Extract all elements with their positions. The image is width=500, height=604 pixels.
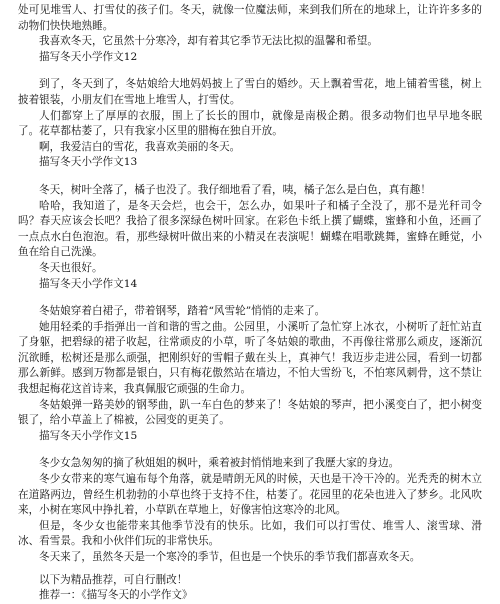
essay-paragraph: 冬天来了，虽然冬天是一个寒冷的季节，但也是一个快乐的季节我们都喜欢冬天。 <box>39 551 421 563</box>
essay-heading: 描写冬天小学作文15 <box>39 429 138 442</box>
essay-paragraph: 到了，冬天到了，冬姑娘给大地妈妈披上了雪白的婚纱。天上飘着雪花，地上铺着雪毯，树上披着银装，小朋友们在雪地上堆雪人，打雪仗。 <box>18 78 482 106</box>
spacer <box>18 444 482 456</box>
essay-paragraph: 冬天也很好。 <box>39 261 103 274</box>
essay-paragraph: 冬姑娘穿着白裙子，带着钢琴，踏着“风雪轮”悄悄的走来了。 <box>39 305 326 318</box>
essay-paragraph: 冬少女急匆匆的摘了秋姐姐的枫叶，乘着被封悄悄地来到了我歷大家的身边。 <box>39 457 400 470</box>
intro-paragraph: 处可见堆雪人、打雪仗的孩子们。冬天，就像一位魔法师，来到我们所在的地球上，让许许多多的动物们快快地熟睡。 <box>18 4 482 32</box>
essay-heading: 描写冬天小学作文13 <box>39 156 138 169</box>
recommendation-title-link[interactable]: 《描写冬天的小学作文》 <box>81 589 193 602</box>
spacer <box>18 566 482 573</box>
essay-paragraph: 冬少女带来的寒气遍布每个角落，就是晴朗无风的时候，天也是干冷干冷的。光秃秃的树木立在道路两边，曾经生机勃勃的小草也终于支持不住，枯萎了。花园里的花朵也进入了梦乡。北风吹来，小树在寒风中挣扎着，小草趴在草地上，好像害怕这寒冷的北风。 <box>18 473 482 517</box>
spacer <box>18 65 482 77</box>
spacer <box>18 292 482 304</box>
spacer <box>18 171 482 183</box>
essay-paragraph: 冬天，树叶全落了，橘子也没了。我仔细地看了看，咦，橘子怎么是白色，真有趣！ <box>39 183 431 196</box>
intro-paragraph: 我喜欢冬天，它虽然十分寒冷，却有着其它季节无法比拟的温馨和希望。 <box>39 35 378 48</box>
essay-heading: 描写冬天小学作文12 <box>39 50 138 63</box>
essay-paragraph: 哈哈，我知道了，是冬天会烂，也会干，怎么办，如果叶子和橘子全没了，那不是光秆司令吗？春天应该会长吧？我拾了很多深绿色树叶回家。在彩色卡纸上撰了蝴蝶，蜜蜂和小鱼，还画了一点点水白色泡泡。看，那些绿树叶做出来的小精灵在表演呢！蝴蝶在唱歌跳舞，蜜蜂在睡觉，小鱼在给自己洗澡。 <box>18 199 482 259</box>
essay-heading: 描写冬天小学作文14 <box>39 277 138 290</box>
essay-paragraph: 但是，冬少女也能带来其他季节没有的快乐。比如，我们可以打雪仗、堆雪人、滚雪球、滑冰、看雪景。我和小伙伴们玩的非常快乐。 <box>18 519 482 548</box>
essay-paragraph: 冬姑娘弹一路美妙的钢琴曲，趴一车白色的梦来了！冬姑娘的琴声，把小溪变白了，把小树变银了，给小草盖上了棉被，公园变的更美了。 <box>18 398 482 427</box>
essay-paragraph: 啊，我爱洁白的雪花，我喜欢美丽的冬天。 <box>39 140 241 153</box>
essay-paragraph: 人们都穿上了厚厚的衣服，围上了长长的围巾，就像是南极企鹅。很多动物们也早早地冬眠了。花草都枯萎了，只有我家小区里的腊梅在独自开放。 <box>18 109 482 138</box>
essay-paragraph: 她用轻柔的手指弹出一首和谐的雪之曲。公园里，小溪听了急忙穿上冰衣，小树听了赶忙站直了身躯，把碧绿的裙子收起，往常顽皮的小草，听了冬姑娘的歌曲，不再像往常那么顽皮，逐渐沉沉欲睡，松树还是那么顽强，把刚织好的雪帽子戴在头上，真神气！我迈步走进公园，看到一切都那么新鲜。感到万物都是银白，只有梅花傲然站在墙边，不怕大雪纷飞，不怕寒风刺骨，这不禁让我想起梅花这首诗来，我真佩服它顽强的生命力。 <box>18 320 482 396</box>
recommendation-line <box>18 588 482 604</box>
recommendation-label: 推荐一： <box>39 589 82 602</box>
recommendation-note: 以下为精品推荐，可自行删改！ <box>39 573 188 586</box>
